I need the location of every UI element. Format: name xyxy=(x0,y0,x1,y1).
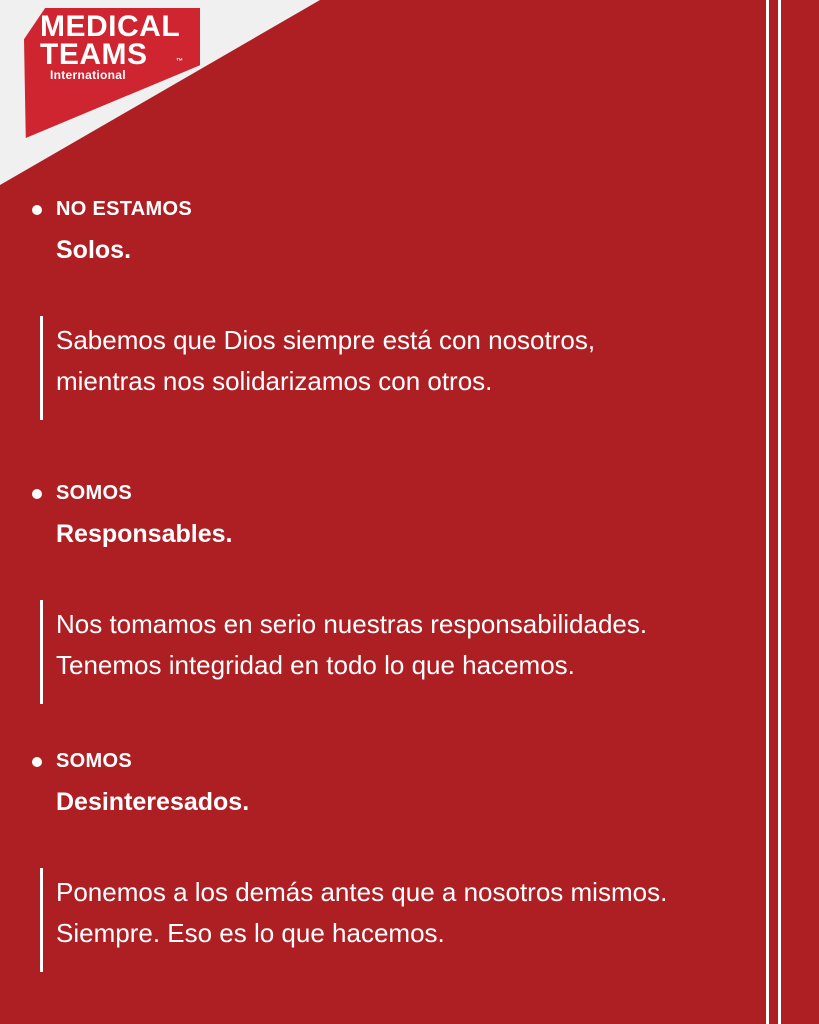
section-body xyxy=(56,604,756,686)
quote-bar xyxy=(40,316,43,420)
bullet-icon xyxy=(32,489,42,499)
logo-trademark: ™ xyxy=(176,58,183,65)
body-line: Nos tomamos en serio nuestras responsabilidades. xyxy=(56,609,648,639)
section-headline: Desinteresados. xyxy=(56,788,250,816)
value-section-solos xyxy=(32,198,752,428)
quote-bar xyxy=(40,868,43,972)
body-line: Siempre. Eso es lo que hacemos. xyxy=(56,918,445,948)
section-kicker: NO ESTAMOS xyxy=(56,198,192,220)
vertical-stripe-right xyxy=(778,0,781,1024)
bullet-icon xyxy=(32,205,42,215)
quote-bar xyxy=(40,600,43,704)
logo-line-medical: MEDICAL xyxy=(40,10,181,43)
section-headline: Solos. xyxy=(56,236,132,264)
medical-teams-logo xyxy=(24,8,200,138)
logo-line-teams: TEAMS xyxy=(40,38,148,71)
section-headline: Responsables. xyxy=(56,520,233,548)
body-line: mientras nos solidarizamos con otros. xyxy=(56,366,493,396)
vertical-stripe-left xyxy=(766,0,769,1024)
logo-line-international: International xyxy=(50,68,126,82)
value-section-desinteresados xyxy=(32,750,752,980)
body-line: Sabemos que Dios siempre está con nosotros, xyxy=(56,325,596,355)
section-body xyxy=(56,872,756,954)
section-kicker: SOMOS xyxy=(56,750,132,772)
section-kicker: SOMOS xyxy=(56,482,132,504)
value-section-responsables xyxy=(32,482,752,712)
body-line: Ponemos a los demás antes que a nosotros mismos. xyxy=(56,877,668,907)
bullet-icon xyxy=(32,757,42,767)
section-body xyxy=(56,320,756,402)
body-line: Tenemos integridad en todo lo que hacemos. xyxy=(56,650,575,680)
